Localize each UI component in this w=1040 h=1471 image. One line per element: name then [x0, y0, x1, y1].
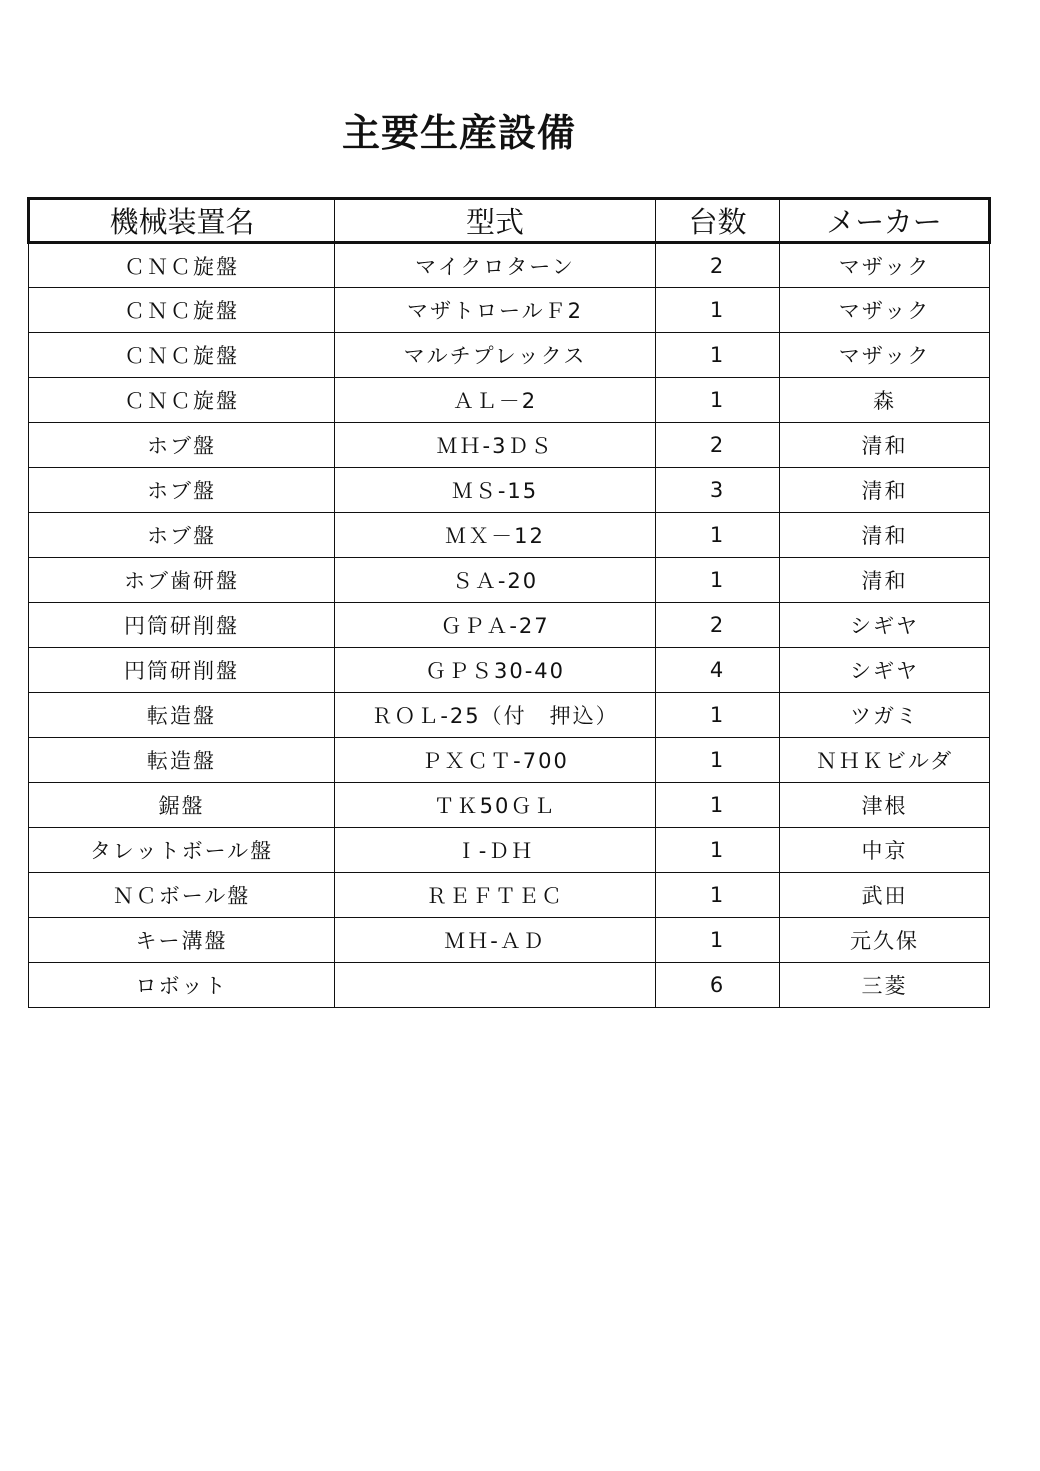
header-model: 型式: [335, 199, 656, 243]
cell-quantity: 2: [656, 603, 780, 648]
cell-model: ＳＡ-20: [335, 558, 656, 603]
cell-machine-name: キー溝盤: [29, 918, 335, 963]
cell-machine-name: ＣＮＣ旋盤: [29, 333, 335, 378]
cell-model: ＧＰＡ-27: [335, 603, 656, 648]
cell-machine-name: ホブ歯研盤: [29, 558, 335, 603]
cell-quantity: 1: [656, 828, 780, 873]
header-quantity: 台数: [656, 199, 780, 243]
table-row: [29, 558, 990, 603]
cell-quantity: 1: [656, 738, 780, 783]
cell-quantity: 2: [656, 243, 780, 288]
cell-model: マイクロターン: [335, 243, 656, 288]
cell-model: ＲＯＬ-25（付 押込）: [335, 693, 656, 738]
cell-maker: 清和: [780, 513, 990, 558]
cell-maker: ツガミ: [780, 693, 990, 738]
cell-model: ＭＨ-3ＤＳ: [335, 423, 656, 468]
cell-machine-name: ホブ盤: [29, 423, 335, 468]
cell-quantity: 3: [656, 468, 780, 513]
cell-model: Ｉ-ＤＨ: [335, 828, 656, 873]
cell-machine-name: 円筒研削盤: [29, 648, 335, 693]
cell-model: ＡＬ－2: [335, 378, 656, 423]
cell-machine-name: ＮＣボール盤: [29, 873, 335, 918]
cell-model: ＭＸ－12: [335, 513, 656, 558]
cell-maker: ＮＨＫビルダ: [780, 738, 990, 783]
cell-quantity: 1: [656, 873, 780, 918]
table-row: [29, 648, 990, 693]
cell-quantity: 4: [656, 648, 780, 693]
table-header-row: [29, 199, 990, 243]
table-body: [29, 243, 990, 1008]
cell-machine-name: 鋸盤: [29, 783, 335, 828]
cell-model: [335, 963, 656, 1008]
cell-machine-name: 転造盤: [29, 738, 335, 783]
cell-machine-name: ＣＮＣ旋盤: [29, 378, 335, 423]
cell-quantity: 1: [656, 558, 780, 603]
cell-maker: マザック: [780, 288, 990, 333]
cell-machine-name: ロボット: [29, 963, 335, 1008]
table-row: [29, 513, 990, 558]
cell-model: ＧＰＳ30-40: [335, 648, 656, 693]
cell-quantity: 1: [656, 378, 780, 423]
cell-quantity: 1: [656, 783, 780, 828]
table-row: [29, 918, 990, 963]
cell-model: マザトロールＦ2: [335, 288, 656, 333]
cell-maker: シギヤ: [780, 648, 990, 693]
table-row: [29, 378, 990, 423]
cell-maker: 清和: [780, 468, 990, 513]
cell-quantity: 1: [656, 513, 780, 558]
cell-quantity: 6: [656, 963, 780, 1008]
cell-maker: マザック: [780, 333, 990, 378]
cell-quantity: 1: [656, 918, 780, 963]
cell-machine-name: ホブ盤: [29, 468, 335, 513]
table-row: [29, 693, 990, 738]
table-row: [29, 243, 990, 288]
cell-maker: 中京: [780, 828, 990, 873]
cell-maker: 清和: [780, 423, 990, 468]
cell-model: ＭＨ-ＡＤ: [335, 918, 656, 963]
cell-maker: 清和: [780, 558, 990, 603]
cell-maker: マザック: [780, 243, 990, 288]
cell-machine-name: 転造盤: [29, 693, 335, 738]
cell-model: ＭＳ-15: [335, 468, 656, 513]
cell-machine-name: 円筒研削盤: [29, 603, 335, 648]
table-row: [29, 468, 990, 513]
table-row: [29, 333, 990, 378]
table-row: [29, 288, 990, 333]
cell-maker: シギヤ: [780, 603, 990, 648]
cell-quantity: 1: [656, 288, 780, 333]
cell-model: マルチプレックス: [335, 333, 656, 378]
cell-machine-name: タレットボール盤: [29, 828, 335, 873]
cell-maker: 森: [780, 378, 990, 423]
cell-maker: 津根: [780, 783, 990, 828]
page-title: 主要生産設備: [342, 111, 577, 155]
header-machine-name: 機械装置名: [29, 199, 335, 243]
table-row: [29, 963, 990, 1008]
cell-maker: 元久保: [780, 918, 990, 963]
table-row: [29, 783, 990, 828]
cell-machine-name: ホブ盤: [29, 513, 335, 558]
table-row: [29, 738, 990, 783]
table-row: [29, 603, 990, 648]
cell-model: ＰＸＣＴ-700: [335, 738, 656, 783]
cell-model: ＴＫ50ＧＬ: [335, 783, 656, 828]
cell-maker: 三菱: [780, 963, 990, 1008]
cell-model: ＲＥＦＴＥＣ: [335, 873, 656, 918]
cell-machine-name: ＣＮＣ旋盤: [29, 243, 335, 288]
cell-quantity: 1: [656, 333, 780, 378]
table-row: [29, 873, 990, 918]
cell-quantity: 1: [656, 693, 780, 738]
table-row: [29, 423, 990, 468]
cell-maker: 武田: [780, 873, 990, 918]
cell-machine-name: ＣＮＣ旋盤: [29, 288, 335, 333]
equipment-table: [27, 197, 991, 1008]
table-row: [29, 828, 990, 873]
cell-quantity: 2: [656, 423, 780, 468]
header-maker: メーカー: [780, 199, 990, 243]
